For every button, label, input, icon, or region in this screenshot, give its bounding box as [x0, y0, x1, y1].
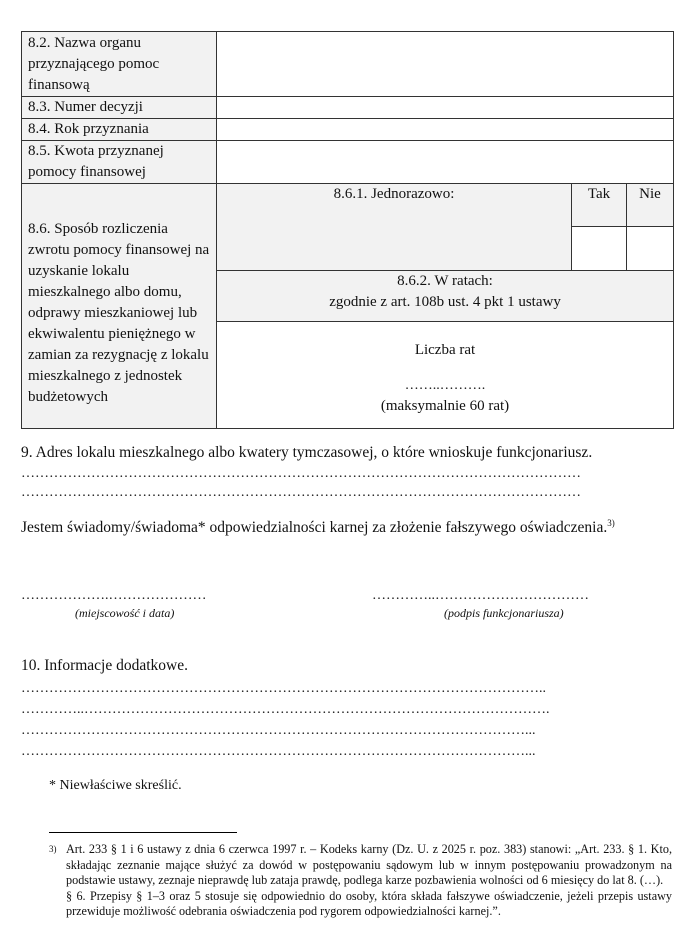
nie-checkbox[interactable] — [627, 227, 674, 271]
liczba-rat-cell[interactable] — [217, 322, 674, 429]
row-8-3-label: 8.3. Numer decyzji — [22, 97, 217, 119]
signature-dots[interactable]: …………..…………………………… — [372, 588, 589, 603]
place-date-dots[interactable]: ……………….………………… — [21, 588, 207, 603]
row-8-2-field[interactable] — [217, 32, 674, 97]
declaration-footnote-ref: 3) — [607, 518, 615, 528]
declaration-text: Jestem świadomy/świadoma* odpowiedzialności karnej za złożenie fałszywego oświadczenia. — [21, 519, 608, 537]
row-8-2-label: 8.2. Nazwa organu przyznającego pomoc finansową — [22, 32, 217, 97]
liczba-rat-max: (maksymalnie 60 rat) — [380, 398, 510, 414]
section-10-line-1[interactable]: ………………………………………………………………………………………………….. — [21, 681, 546, 696]
footnote-3-paragraph-1: Art. 233 § 1 i 6 ustawy z dnia 6 czerwca 1997 r. – Kodeks karny (Dz. U. z 2025 r. poz. 383) stanowi: „Art. 233. § 1. Kto, składając zeznanie mające służyć za dowód w postępowaniu sądowym lub w innym postępowaniu prowadzonym na podstawie ustawy, zeznaje nieprawdę lub zataja prawdę, podlega karze pozbawienia wolności od 6 miesięcy do lat 8. (…). — [66, 842, 672, 887]
tak-checkbox[interactable] — [572, 227, 627, 271]
row-8-6-2-cell — [217, 271, 674, 322]
liczba-rat-label: Liczba rat — [414, 342, 476, 358]
declaration — [21, 518, 691, 537]
footnote-star: * Niewłaściwe skreślić. — [49, 778, 182, 793]
section-10-line-3[interactable]: ………………………………………………………………………………………………... — [21, 723, 536, 738]
row-8-4-label: 8.4. Rok przyznania — [22, 119, 217, 141]
row-8-4-field[interactable] — [217, 119, 674, 141]
signature-caption: (podpis funkcjonariusza) — [444, 606, 564, 620]
footnote-3-marker — [49, 842, 57, 862]
footnote-3-paragraph-2: § 6. Przepisy § 1–3 oraz 5 stosuje się odpowiednio do osoby, która składa fałszywe oświadczenie, jeżeli przepis ustawy przewiduje możliwość odebrania oświadczenia pod rygorem odpowiedzialności karnej.”. — [66, 888, 672, 918]
row-8-3-field[interactable] — [217, 97, 674, 119]
row-8-6-2-subtitle: zgodnie z art. 108b ust. 4 pkt 1 ustawy — [329, 294, 561, 310]
section-9-line-1[interactable]: ………………………………………………………………………………………………………… — [21, 466, 581, 481]
row-8-6-1-label: 8.6.1. Jednorazowo: — [217, 184, 572, 271]
row-8-5-label: 8.5. Kwota przyznanej pomocy finansowej — [22, 141, 217, 184]
section-10-line-2[interactable]: …………..………………………………………………………………………………………. — [21, 702, 550, 717]
footnote-3-number: 3) — [49, 844, 57, 854]
row-8-6-2-title: 8.6.2. W ratach: — [397, 273, 493, 289]
nie-header: Nie — [627, 184, 674, 227]
row-8-5-field[interactable] — [217, 141, 674, 184]
section-10-title: 10. Informacje dodatkowe. — [21, 657, 188, 674]
row-8-6-label: 8.6. Sposób rozliczenia zwrotu pomocy finansowej na uzyskanie lokalu mieszkalnego albo domu, odprawy mieszkaniowej lub ekwiwalentu pieniężnego w zamian za rezygnację z lokalu mieszkalnego z jednostek budżetowych — [22, 184, 217, 429]
form-table — [21, 31, 674, 429]
section-9-line-2[interactable]: ………………………………………………………………………………………………………… — [21, 485, 581, 500]
place-date-caption: (miejscowość i data) — [75, 606, 175, 620]
footnote-3 — [66, 842, 672, 920]
section-9-title: 9. Adres lokalu mieszkalnego albo kwatery tymczasowej, o które wnioskuje funkcjonariusz. — [21, 444, 593, 461]
liczba-rat-dots: ……..………. — [404, 378, 486, 393]
section-10-line-4[interactable]: ………………………………………………………………………………………………... — [21, 744, 536, 759]
tak-header: Tak — [572, 184, 627, 227]
footnote-separator — [49, 832, 237, 833]
